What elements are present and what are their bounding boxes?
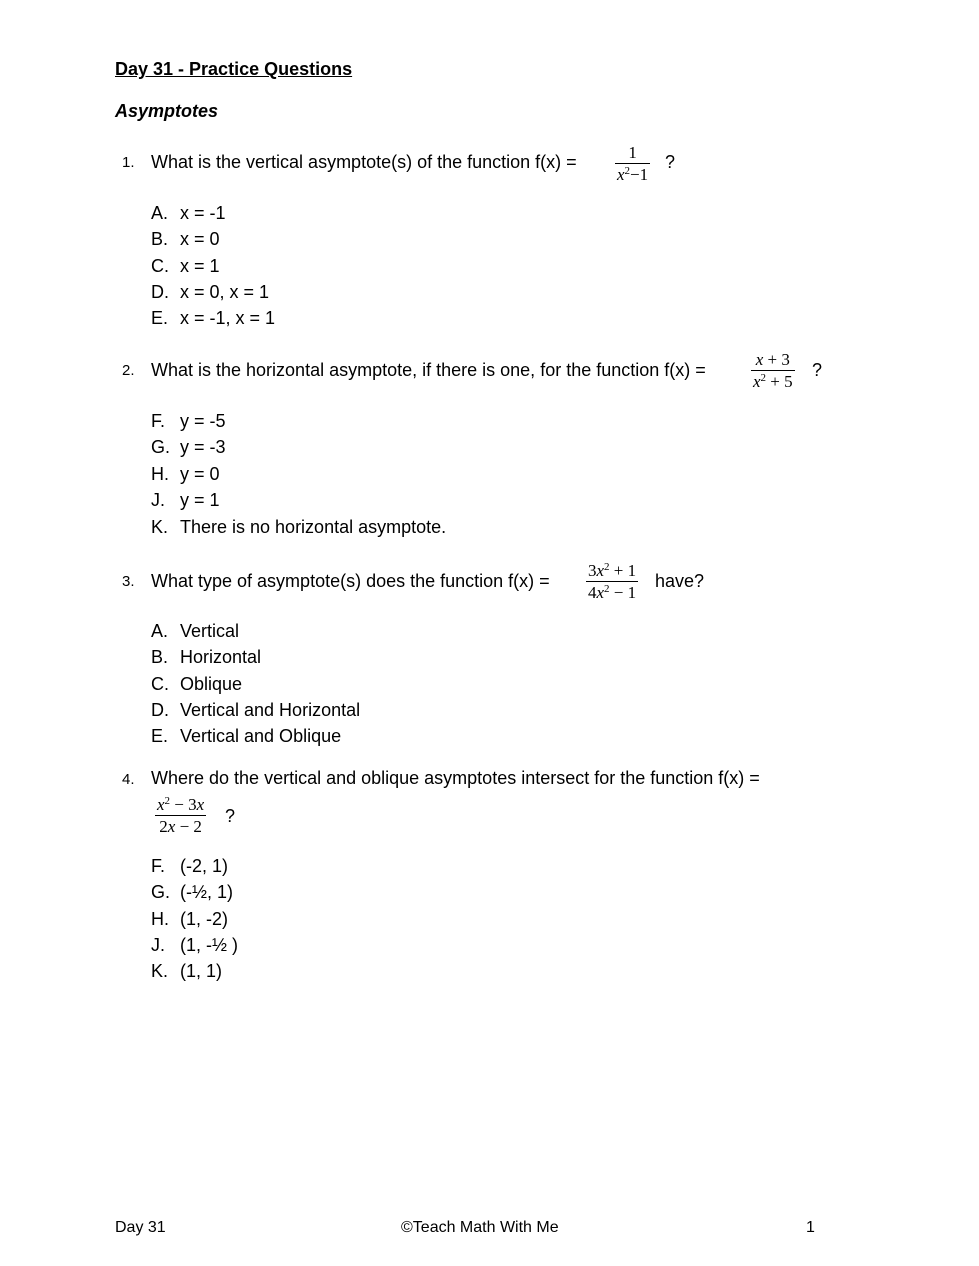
answer-choice[interactable]: D. x = 0, x = 1 [151,282,270,302]
question-suffix: ? [812,360,823,380]
question-number: 1. [122,154,135,171]
page-number: 1 [806,1219,815,1236]
answer-choice[interactable]: F. (-2, 1) [151,856,229,876]
answer-choice[interactable]: A. Vertical [151,621,240,641]
math-fraction: $3x^2 + 1$ $4x^2 - 1$ [588,561,637,602]
answer-choice[interactable]: G. y = -3 [151,437,226,457]
answer-choice[interactable]: K. (1, 1) [151,961,223,981]
answer-choice[interactable]: F. y = -5 [151,411,226,431]
answer-choice[interactable]: E. x = -1, x = 1 [151,308,276,328]
answer-choice[interactable]: H. (1, -2) [151,909,229,929]
answer-choice[interactable]: B. x = 0 [151,229,220,249]
page-title: Day 31 - Practice Questions [115,59,353,79]
answer-choice[interactable]: C. Oblique [151,674,243,694]
answer-choice[interactable]: A. x = -1 [151,203,226,223]
question-number: 3. [122,573,135,590]
answer-choice[interactable]: G. (-½, 1) [151,882,234,902]
footer-left: Day 31 [115,1219,166,1236]
question-text: What is the horizontal asymptote, if there is one, for the function f(x) = [151,360,706,380]
math-fraction: x + 3 $x^2 + 5$ [753,350,793,391]
answer-choice[interactable]: E. Vertical and Oblique [151,726,342,746]
question-suffix: have? [655,571,705,591]
question-suffix: ? [665,152,676,172]
answer-choice[interactable]: J. y = 1 [151,490,220,510]
answer-choice[interactable]: D. Vertical and Horizontal [151,700,361,720]
answer-choice[interactable]: B. Horizontal [151,647,262,667]
question-number: 2. [122,362,135,379]
question-text: Where do the vertical and oblique asymptotes intersect for the function f(x) = [151,768,760,788]
question-text: What type of asymptote(s) does the function f(x) = [151,571,550,591]
section-subtitle: Asymptotes [115,101,219,121]
math-fraction: $x^2 - 3x$ 2x − 2 [157,795,205,836]
answer-choice[interactable]: C. x = 1 [151,256,220,276]
question-suffix: ? [225,806,236,826]
answer-choice[interactable]: J. (1, -½ ) [151,935,239,955]
question-text: What is the vertical asymptote(s) of the function f(x) = [151,152,577,172]
question-number: 4. [122,771,135,788]
answer-choice[interactable]: H. y = 0 [151,464,220,484]
answer-choice[interactable]: K. There is no horizontal asymptote. [151,517,447,537]
math-fraction: 1 $x^2-1$ [617,143,649,184]
footer-center: ©Teach Math With Me [401,1219,559,1236]
